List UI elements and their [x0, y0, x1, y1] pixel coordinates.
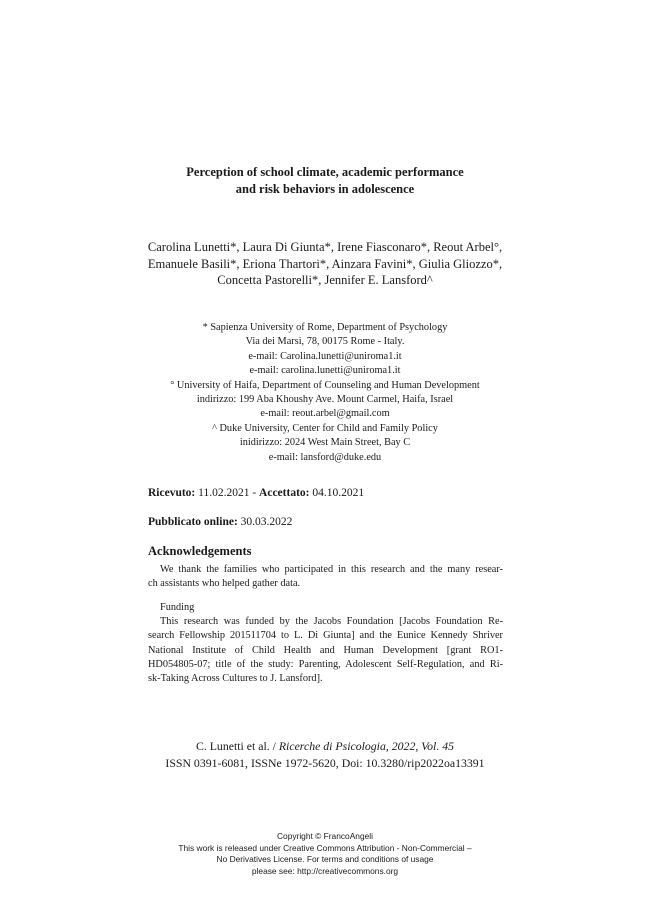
received-label: Ricevuto: — [148, 487, 196, 499]
affiliation-line: indirizzo: 199 Aba Khoushy Ave. Mount Carmel, Haifa, Israel — [196, 394, 454, 406]
paper-title — [0, 164, 650, 198]
affiliation-email: e-mail: reout.arbel@gmail.com — [260, 408, 390, 420]
paragraph-line: National Institute of Child Health and Human Development [grant RO1- — [148, 644, 503, 656]
affiliation-email: e-mail: Carolina.lunetti@uniroma1.it — [248, 350, 402, 362]
footer-line: This work is released under Creative Commons Attribution - Non-Commercial – — [178, 842, 472, 853]
paragraph-line: ch assistants who helped gather data. — [148, 578, 301, 590]
citation-line — [0, 738, 650, 755]
affiliation-line: ^ Duke University, Center for Child and Family Policy — [212, 422, 438, 434]
acknowledgements-paragraph — [148, 563, 503, 591]
authors-line-2: Emanuele Basili*, Eriona Thartori*, Ainzara Favini*, Giulia Gliozzo*, — [147, 256, 503, 271]
paragraph-line: search Fellowship 201511704 to L. Di Giunta] and the Eunice Kennedy Shriver — [148, 630, 503, 642]
paragraph-line: HD054805-07; title of the study: Parenting, Adolescent Self-Regulation, and Ri- — [148, 658, 503, 670]
affiliation-line: * Sapienza University of Rome, Department of Psychology — [202, 322, 448, 333]
footer-line: please see: http://creativecommons.org — [251, 865, 399, 876]
copyright-footer — [0, 831, 650, 877]
paragraph-line: We thank the families who participated in this research and the many resear- — [160, 564, 503, 575]
accepted-label: Accettato: — [259, 487, 310, 499]
author-list — [0, 239, 650, 289]
title-line-1: Perception of school climate, academic performance — [186, 165, 464, 179]
authors-line-3: Concetta Pastorelli*, Jennifer E. Lansford^ — [217, 273, 433, 287]
affiliation-email: e-mail: lansford@duke.edu — [268, 451, 382, 463]
title-line-2: and risk behaviors in adolescence — [235, 182, 415, 196]
affiliation-line: ° University of Haifa, Department of Counseling and Human Development — [170, 379, 480, 391]
paragraph-line: sk-Taking Across Cultures to J. Lansford]. — [148, 673, 323, 685]
affiliation-email: e-mail: carolina.lunetti@uniroma1.it — [249, 365, 401, 377]
footer-line: No Derivatives License. For terms and conditions of usage — [216, 854, 434, 864]
received-accepted-dates — [148, 487, 364, 499]
footer-line: Copyright © FrancoAngeli — [276, 831, 373, 841]
funding-paragraph — [148, 601, 503, 686]
affiliations — [0, 321, 650, 465]
citation-ids: ISSN 0391-6081, ISSNe 1972-5620, Doi: 10.3280/rip2022oa13391 — [165, 755, 485, 770]
affiliation-line: inidirizzo: 2024 West Main Street, Bay C — [239, 437, 411, 449]
acknowledgements-heading: Acknowledgements — [148, 544, 252, 558]
journal-citation — [0, 738, 650, 771]
paragraph-line: This research was funded by the Jacobs Foundation [Jacobs Foundation Re- — [160, 616, 503, 628]
funding-label: Funding — [160, 602, 195, 613]
online-label: Pubblicato online: — [148, 516, 238, 528]
accepted-value: 04.10.2021 — [309, 487, 365, 499]
affiliation-line: Via dei Marsi, 78, 00175 Rome - Italy. — [245, 336, 405, 348]
authors-line-1: Carolina Lunetti*, Laura Di Giunta*, Irene Fiasconaro*, Reout Arbel°, — [147, 240, 503, 254]
citation-journal: Ricerche di Psicologia, 2022, Vol. 45 — [278, 739, 455, 753]
citation-authors: C. Lunetti et al. / — [195, 739, 279, 753]
received-value: 11.02.2021 - — [195, 487, 260, 499]
online-value: 30.03.2022 — [237, 516, 293, 528]
published-online-date — [148, 516, 292, 528]
